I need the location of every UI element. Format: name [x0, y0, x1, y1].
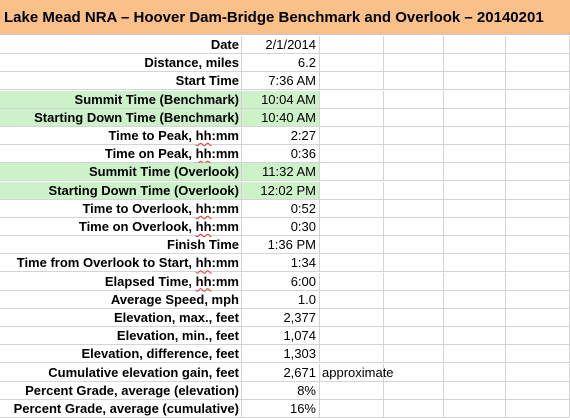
empty-cell[interactable]: [444, 236, 506, 254]
row-value-cell[interactable]: 1.0: [242, 291, 320, 309]
row-label-cell[interactable]: Elapsed Time, hh:mm: [0, 273, 242, 291]
row-label-cell[interactable]: Percent Grade, average (elevation): [0, 382, 242, 400]
spellcheck-mark: hh: [195, 255, 212, 271]
row-value-cell[interactable]: 8%: [242, 382, 320, 400]
empty-cell[interactable]: [384, 400, 444, 418]
empty-cell[interactable]: [506, 145, 570, 163]
empty-cell[interactable]: [506, 182, 570, 200]
row-note-cell[interactable]: [320, 273, 384, 291]
empty-cell[interactable]: [506, 400, 570, 418]
table-row: [0, 218, 570, 236]
row-note-cell[interactable]: [320, 91, 384, 109]
empty-cell[interactable]: [384, 36, 444, 54]
row-value-cell[interactable]: 1,074: [242, 327, 320, 345]
empty-cell[interactable]: [384, 127, 444, 145]
row-note-cell[interactable]: [320, 254, 384, 272]
row-value-cell[interactable]: 10:40 AM: [242, 109, 320, 127]
row-label-cell[interactable]: Starting Down Time (Overlook): [0, 182, 242, 200]
table-row: [0, 254, 570, 272]
row-note-cell[interactable]: [320, 72, 384, 90]
row-note-cell[interactable]: [320, 182, 384, 200]
table-row: [0, 54, 570, 72]
empty-cell[interactable]: [444, 345, 506, 363]
empty-cell[interactable]: [506, 91, 570, 109]
empty-cell[interactable]: [506, 364, 570, 382]
table-row: [0, 127, 570, 145]
empty-cell[interactable]: [384, 236, 444, 254]
empty-cell[interactable]: [444, 36, 506, 54]
table-row: [0, 182, 570, 200]
row-label-cell[interactable]: Start Time: [0, 72, 242, 90]
row-value-cell[interactable]: 2/1/2014: [242, 36, 320, 54]
spellcheck-mark: hh: [195, 219, 212, 234]
empty-cell[interactable]: [384, 364, 444, 382]
table-row: [0, 291, 570, 309]
row-label-cell[interactable]: Date: [0, 36, 242, 54]
empty-cell[interactable]: [444, 400, 506, 418]
empty-cell[interactable]: [384, 91, 444, 109]
row-label-cell[interactable]: Elevation, min., feet: [0, 327, 242, 345]
spellcheck-mark: hh: [195, 273, 212, 289]
empty-cell[interactable]: [444, 91, 506, 109]
row-value-cell[interactable]: 1,303: [242, 345, 320, 363]
empty-cell[interactable]: [384, 163, 444, 181]
row-value-cell[interactable]: 1:34: [242, 254, 320, 272]
empty-cell[interactable]: [444, 109, 506, 127]
row-note-cell[interactable]: [320, 327, 384, 345]
row-value-cell[interactable]: 2:27: [242, 127, 320, 145]
table-row: [0, 309, 570, 327]
table-row: [0, 273, 570, 291]
empty-cell[interactable]: [384, 291, 444, 309]
row-label-cell[interactable]: Finish Time: [0, 236, 242, 254]
empty-cell[interactable]: [506, 36, 570, 54]
empty-cell[interactable]: [444, 254, 506, 272]
row-value-cell[interactable]: 7:36 AM: [242, 72, 320, 90]
empty-cell[interactable]: [506, 273, 570, 291]
row-note-cell[interactable]: [320, 127, 384, 145]
empty-cell[interactable]: [444, 309, 506, 327]
row-value-cell[interactable]: 0:30: [242, 218, 320, 236]
empty-cell[interactable]: [444, 163, 506, 181]
empty-cell[interactable]: [506, 163, 570, 181]
empty-cell[interactable]: [444, 291, 506, 309]
empty-cell[interactable]: [506, 54, 570, 72]
empty-cell[interactable]: [506, 327, 570, 345]
empty-cell[interactable]: [506, 109, 570, 127]
row-label-cell[interactable]: Summit Time (Overlook): [0, 163, 242, 181]
empty-cell[interactable]: [384, 327, 444, 345]
empty-cell[interactable]: [506, 218, 570, 236]
empty-cell[interactable]: [506, 72, 570, 90]
table-row: [0, 109, 570, 127]
title-cell[interactable]: [0, 0, 570, 35]
sheet-title: Lake Mead NRA – Hoover Dam-Bridge Benchmark and Overlook – 20140201: [4, 9, 544, 26]
row-label-cell[interactable]: Time on Peak, hh:mm: [0, 145, 242, 163]
row-note-cell[interactable]: [320, 236, 384, 254]
empty-cell[interactable]: [384, 273, 444, 291]
empty-cell[interactable]: [444, 127, 506, 145]
empty-cell[interactable]: [444, 182, 506, 200]
empty-cell[interactable]: [444, 54, 506, 72]
empty-cell[interactable]: [384, 345, 444, 363]
spellcheck-mark: hh: [195, 128, 212, 143]
empty-cell[interactable]: [506, 309, 570, 327]
row-value-cell[interactable]: 0:52: [242, 200, 320, 218]
row-note-cell[interactable]: [320, 291, 384, 309]
row-note-cell[interactable]: [320, 36, 384, 54]
row-value-cell[interactable]: 0:36: [242, 145, 320, 163]
empty-cell[interactable]: [506, 345, 570, 363]
row-label-cell[interactable]: Summit Time (Benchmark): [0, 91, 242, 109]
empty-cell[interactable]: [384, 254, 444, 272]
spellcheck-mark: hh: [195, 146, 212, 162]
row-value-cell[interactable]: 10:04 AM: [242, 91, 320, 109]
empty-cell[interactable]: [506, 382, 570, 400]
row-label-cell[interactable]: Time from Overlook to Start, hh:mm: [0, 254, 242, 272]
empty-cell[interactable]: [384, 382, 444, 400]
empty-cell[interactable]: [506, 200, 570, 218]
spellcheck-mark: hh: [195, 200, 212, 216]
empty-cell[interactable]: [384, 218, 444, 236]
row-note-cell[interactable]: [320, 200, 384, 218]
row-label-cell[interactable]: Time on Overlook, hh:mm: [0, 218, 242, 236]
table-row: [0, 200, 570, 218]
empty-cell[interactable]: [444, 273, 506, 291]
table-row: [0, 163, 570, 181]
empty-cell[interactable]: [444, 218, 506, 236]
row-value-cell[interactable]: 6.2: [242, 54, 320, 72]
empty-cell[interactable]: [384, 145, 444, 163]
row-note-cell[interactable]: [320, 218, 384, 236]
row-label-cell[interactable]: Time to Overlook, hh:mm: [0, 200, 242, 218]
row-note-cell[interactable]: [320, 382, 384, 400]
empty-cell[interactable]: [444, 327, 506, 345]
table-row: [0, 36, 570, 54]
table-row: [0, 72, 570, 90]
row-label-cell[interactable]: Cumulative elevation gain, feet: [0, 364, 242, 382]
table-row: [0, 382, 570, 400]
row-label-cell[interactable]: Percent Grade, average (cumulative): [0, 400, 242, 418]
row-value-cell[interactable]: 12:02 PM: [242, 182, 320, 200]
row-label-cell[interactable]: Elevation, max., feet: [0, 309, 242, 327]
empty-cell[interactable]: [384, 200, 444, 218]
row-value-cell[interactable]: 16%: [242, 400, 320, 418]
row-note-cell[interactable]: approximate: [322, 364, 394, 380]
empty-cell[interactable]: [384, 182, 444, 200]
empty-cell[interactable]: [506, 127, 570, 145]
empty-cell[interactable]: [384, 72, 444, 90]
empty-cell[interactable]: [444, 72, 506, 90]
row-value-cell[interactable]: 6:00: [242, 273, 320, 291]
empty-cell[interactable]: [444, 200, 506, 218]
empty-cell[interactable]: [384, 54, 444, 72]
empty-cell[interactable]: [444, 382, 506, 400]
row-value-cell[interactable]: 1:36 PM: [242, 236, 320, 254]
empty-cell[interactable]: [506, 236, 570, 254]
row-note-cell[interactable]: [320, 345, 384, 363]
row-value-cell[interactable]: 2,377: [242, 309, 320, 327]
row-note-cell[interactable]: [320, 400, 384, 418]
row-value-cell[interactable]: 2,671: [242, 364, 320, 382]
empty-cell[interactable]: [384, 309, 444, 327]
table-row: [0, 236, 570, 254]
row-note-cell[interactable]: [320, 309, 384, 327]
table-row: [0, 345, 570, 363]
empty-cell[interactable]: [444, 364, 506, 382]
row-label-cell[interactable]: Time to Peak, hh:mm: [0, 127, 242, 145]
row-label-cell[interactable]: Starting Down Time (Benchmark): [0, 109, 242, 127]
table-row: [0, 91, 570, 109]
empty-cell[interactable]: [506, 254, 570, 272]
table-row: [0, 364, 570, 382]
row-note-cell[interactable]: [320, 145, 384, 163]
empty-cell[interactable]: [444, 145, 506, 163]
row-label-cell[interactable]: Elevation, difference, feet: [0, 345, 242, 363]
empty-cell[interactable]: [506, 291, 570, 309]
row-value-cell[interactable]: 11:32 AM: [242, 163, 320, 181]
row-note-cell[interactable]: [320, 54, 384, 72]
empty-cell[interactable]: [384, 109, 444, 127]
row-label-cell[interactable]: Distance, miles: [0, 54, 242, 72]
table-row: [0, 145, 570, 163]
table-row: [0, 327, 570, 345]
table-row: [0, 400, 570, 418]
row-note-cell[interactable]: [320, 163, 384, 181]
row-note-cell[interactable]: [320, 109, 384, 127]
row-label-cell[interactable]: Average Speed, mph: [0, 291, 242, 309]
